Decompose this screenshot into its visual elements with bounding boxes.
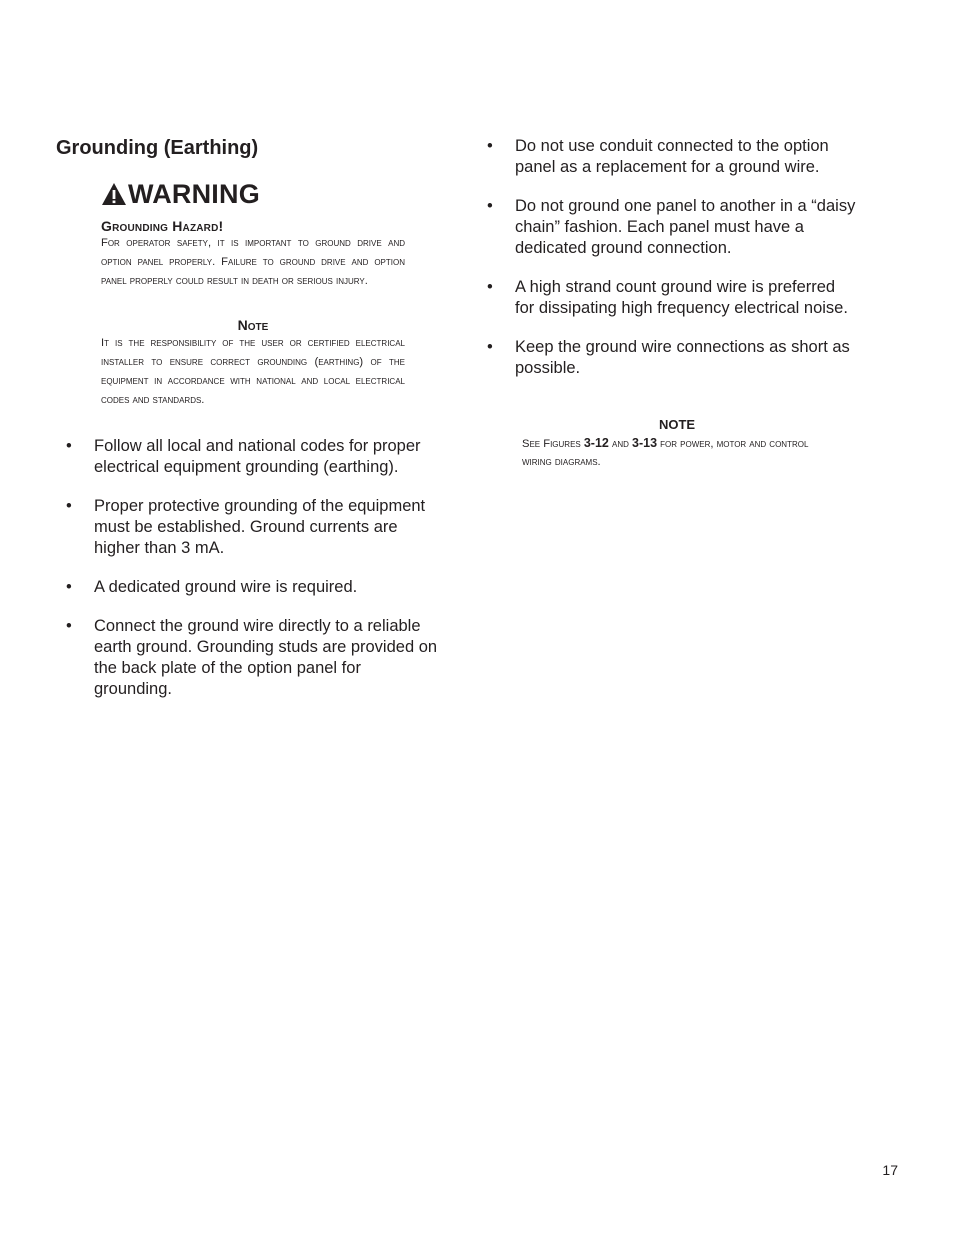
warning-triangle-icon xyxy=(101,182,127,206)
figure-note-title: NOTE xyxy=(658,417,696,432)
note-text: It is the responsibility of the user or certified electrical installer to ensure correct grounding (earthing) of the equipment in accordance with national and local electrical codes and standards. xyxy=(101,337,405,406)
figure-note-text: See Figures 3-12 and 3-13 for power, motor and control wiring diagrams. xyxy=(522,436,809,468)
list-item-text: A dedicated ground wire is required. xyxy=(94,577,358,596)
note-title: Note xyxy=(237,317,269,333)
left-bullet-list xyxy=(56,436,440,718)
list-item xyxy=(477,136,857,178)
bullet-icon: • xyxy=(66,437,72,455)
list-item-text: A high strand count ground wire is preferred for dissipating high frequency electrical noise. xyxy=(515,277,848,317)
list-item xyxy=(477,277,857,319)
list-item xyxy=(56,436,440,478)
bullet-icon: • xyxy=(487,277,493,296)
section-title: Grounding (Earthing) xyxy=(56,137,259,159)
hazard-text: For operator safety, it is important to ground drive and option panel properly. Failure to ground drive and option panel properly could result in death or serious injury. xyxy=(101,237,405,287)
figure-note xyxy=(522,416,832,471)
list-item-text: Do not use conduit connected to the option panel as a replacement for a ground wire. xyxy=(515,137,829,176)
bullet-icon: • xyxy=(66,617,72,636)
list-item-text: Follow all local and national codes for proper electrical equipment grounding (earthing). xyxy=(94,437,421,476)
hazard-title: Grounding Hazard! xyxy=(101,218,224,234)
page-number: 17 xyxy=(882,1162,898,1178)
warning-heading xyxy=(101,178,405,210)
list-item xyxy=(477,196,857,258)
bullet-icon: • xyxy=(66,497,72,516)
figure-reference: 3-13 xyxy=(632,436,658,450)
list-item-text: Keep the ground wire connections as short as possible. xyxy=(515,338,850,377)
bullet-icon: • xyxy=(487,137,493,155)
bullet-icon: • xyxy=(487,197,493,216)
warning-block xyxy=(101,178,405,410)
right-bullet-list xyxy=(477,136,857,397)
list-item xyxy=(56,616,440,699)
list-item xyxy=(477,337,857,379)
bullet-icon: • xyxy=(487,338,493,357)
list-item xyxy=(56,577,440,598)
list-item-text: Do not ground one panel to another in a “daisy chain” fashion. Each panel must have a dedicated ground connection. xyxy=(515,197,856,257)
list-item-text: Connect the ground wire directly to a reliable earth ground. Grounding studs are provided on the back plate of the option panel for grounding. xyxy=(94,617,438,698)
figure-reference: 3-12 xyxy=(583,436,609,450)
list-item xyxy=(56,496,440,558)
bullet-icon: • xyxy=(66,577,72,596)
list-item-text: Proper protective grounding of the equipment must be established. Ground currents are higher than 3 mA. xyxy=(94,497,426,557)
warning-label: WARNING xyxy=(128,179,260,209)
